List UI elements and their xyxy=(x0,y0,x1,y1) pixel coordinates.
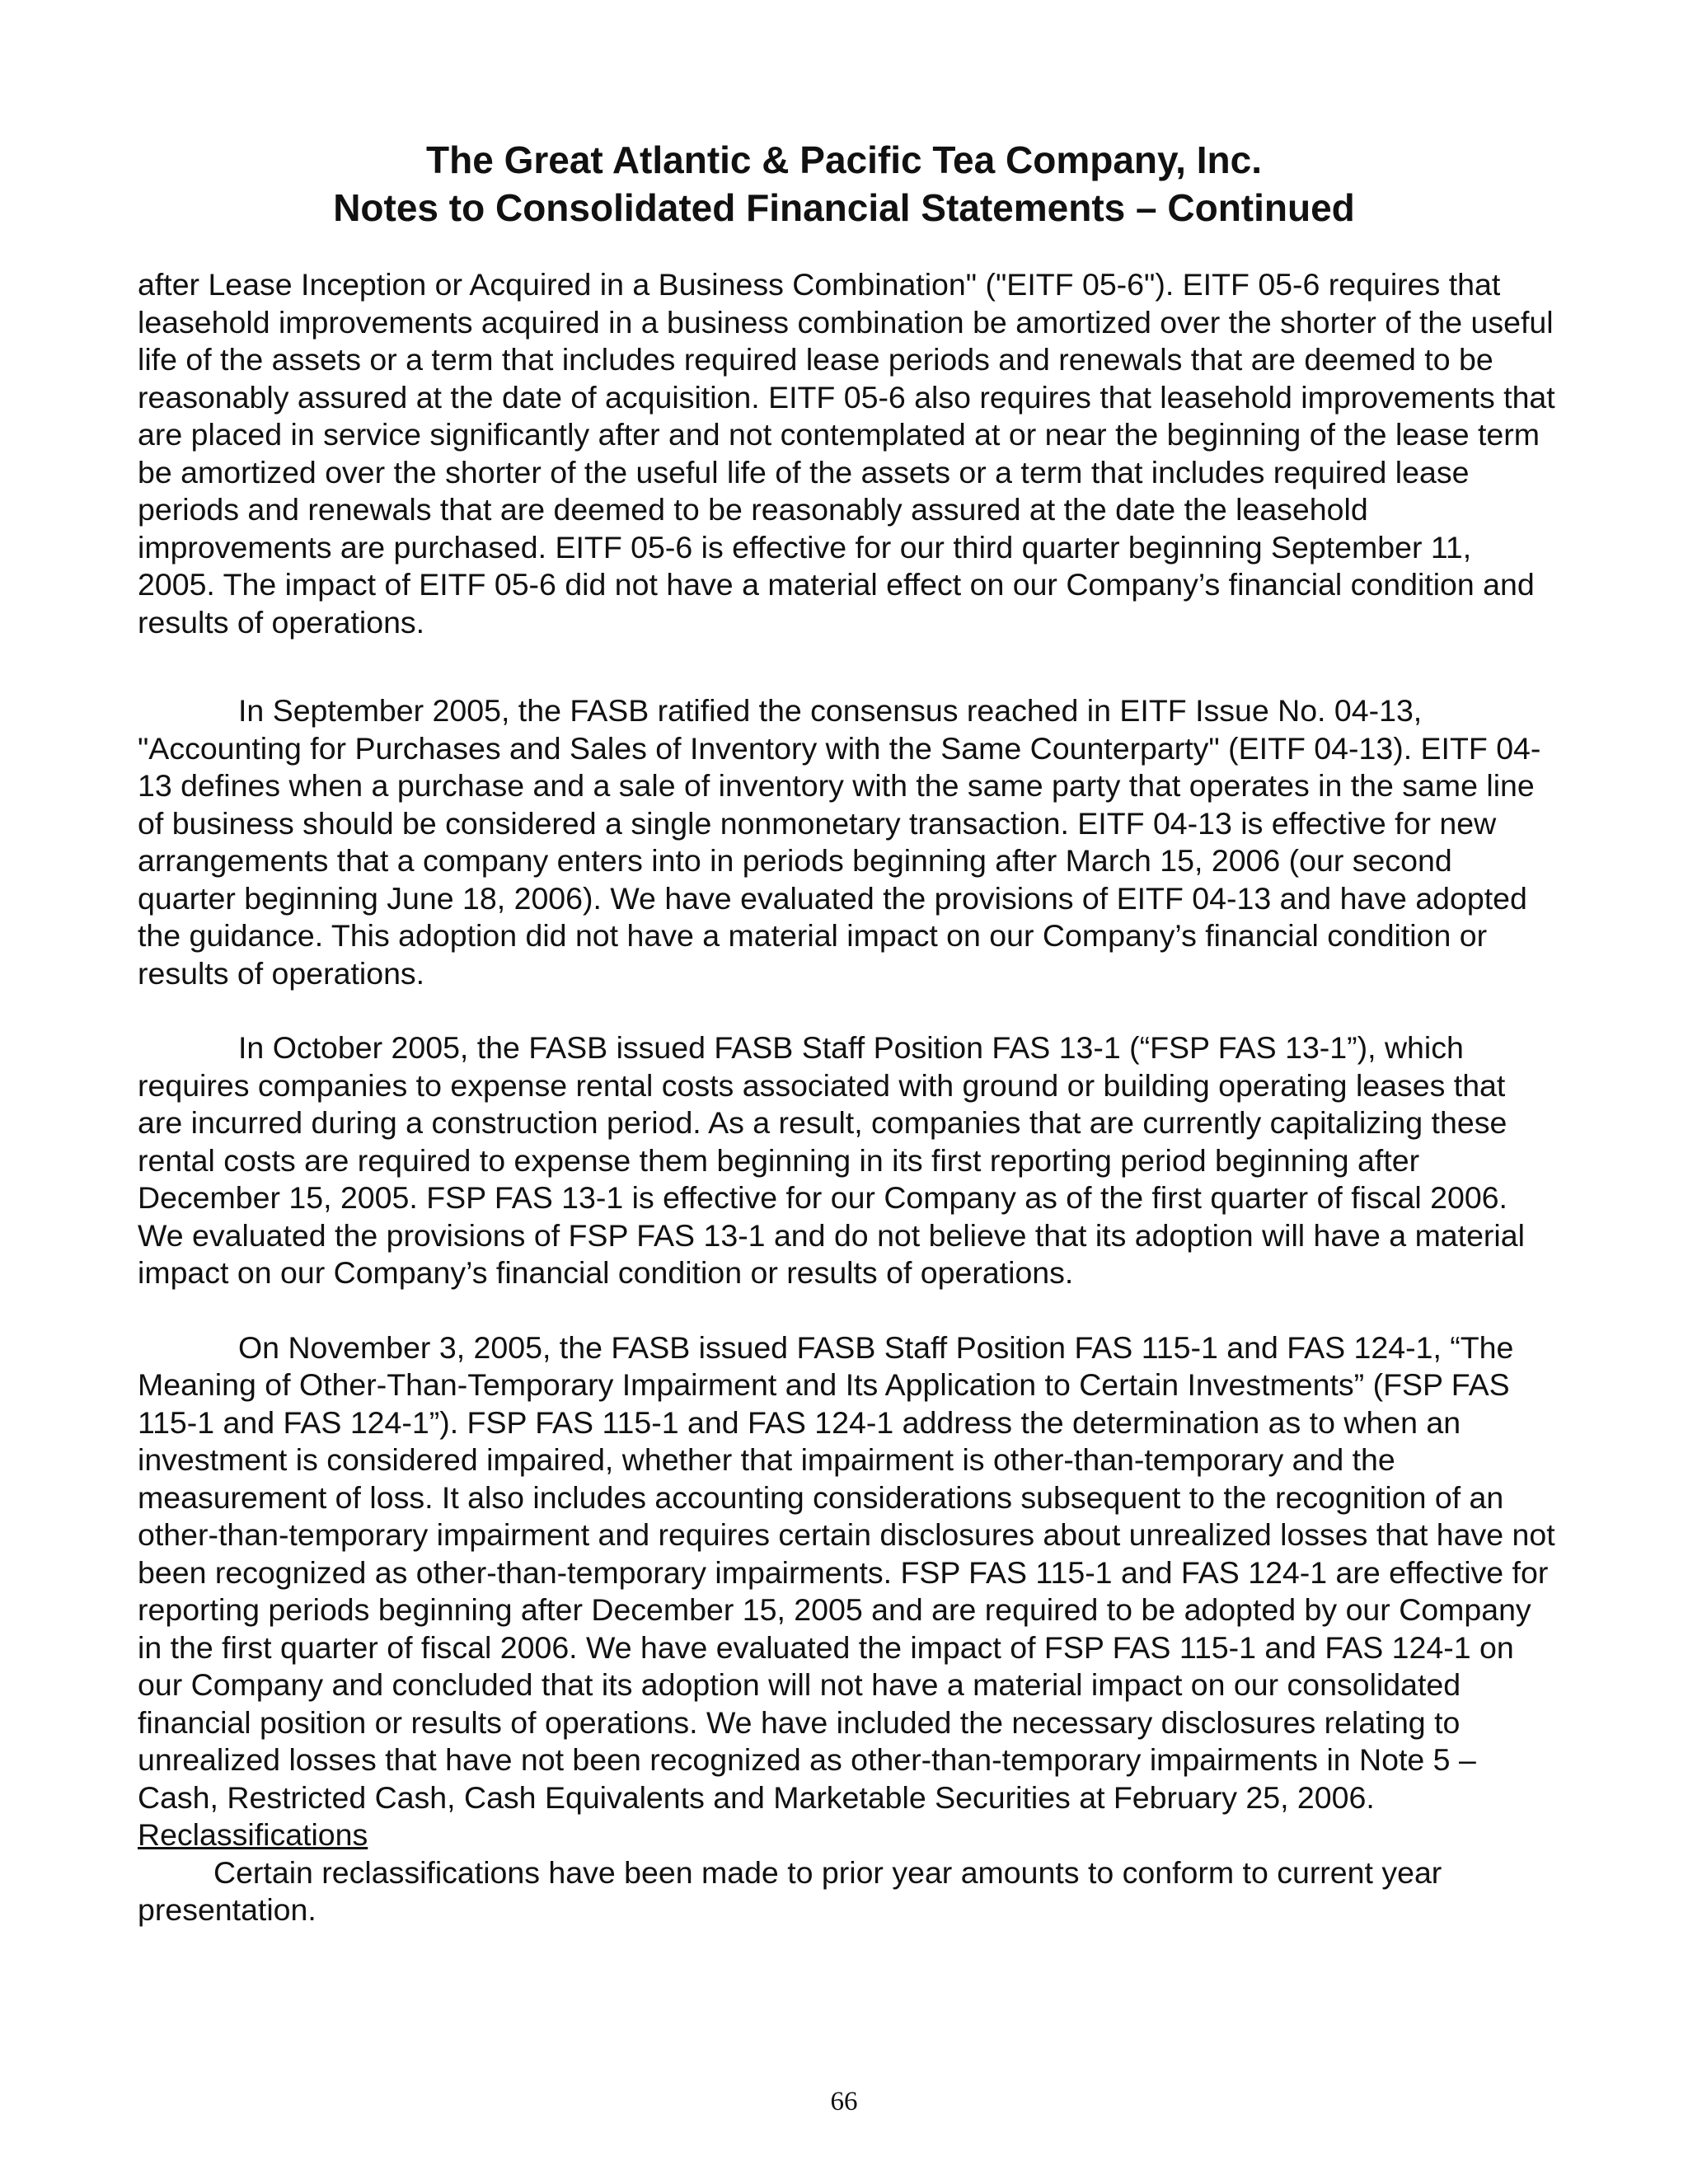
paragraph-eitf-05-6: after Lease Inception or Acquired in a Business Combination" ("EITF 05-6"). EITF 05-6 requires that leasehold improvements acquired in a business combination be amortized over the shorter of the useful life of the assets or a term that includes required lease periods and renewals that are deemed to be reasonably assured at the date of acquisition. EITF 05-6 also requires that leasehold improvements that are placed in service significantly after and not contemplated at or near the beginning of the lease term be amortized over the shorter of the useful life of the assets or a term that includes required lease periods and renewals that are deemed to be reasonably assured at the date the leasehold improvements are purchased. EITF 05-6 is effective for our third quarter beginning September 11, 2005. The impact of EITF 05-6 did not have a material effect on our Company’s financial condition and results of operations. xyxy=(138,267,1555,640)
section-title: Notes to Consolidated Financial Statements – Continued xyxy=(333,186,1355,229)
paragraph-fsp-fas-115-1: On November 3, 2005, the FASB issued FASB Staff Position FAS 115-1 and FAS 124-1, “The Meaning of Other-Than-Temporary Impairment and Its Application to Certain Investments” (FSP FAS 115-1 and FAS 124-1”). FSP FAS 115-1 and FAS 124-1 address the determination as to when an investment is considered impaired, whether that impairment is other-than-temporary and the measurement of loss. It also includes accounting considerations subsequent to the recognition of an other-than-temporary impairment and requires certain disclosures about unrealized losses that have not been recognized as other-than-temporary impairments. FSP FAS 115-1 and FAS 124-1 are effective for reporting periods beginning after December 15, 2005 and are required to be adopted by our Company in the first quarter of fiscal 2006. We have evaluated the impact of FSP FAS 115-1 and FAS 124-1 on our Company and concluded that its adoption will not have a material impact on our consolidated financial position or results of operations. We have included the necessary disclosures relating to unrealized losses that have not been recognized as other-than-temporary impairments in Note 5 – Cash, Restricted Cash, Cash Equivalents and Marketable Securities at February 25, 2006. xyxy=(138,1329,1555,1815)
document-body xyxy=(138,266,1557,1929)
paragraph-fsp-fas-13-1: In October 2005, the FASB issued FASB Staff Position FAS 13-1 (“FSP FAS 13-1”), which requires companies to expense rental costs associated with ground or building operating leases that are incurred during a construction period. As a result, companies that are currently capitalizing these rental costs are required to expense them beginning in its first reporting period beginning after December 15, 2005. FSP FAS 13-1 is effective for our Company as of the first quarter of fiscal 2006. We evaluated the provisions of FSP FAS 13-1 and do not believe that its adoption will have a material impact on our Company’s financial condition or results of operations. xyxy=(138,1030,1525,1290)
reclassifications-heading: Reclassifications xyxy=(138,1817,368,1852)
company-name: The Great Atlantic & Pacific Tea Company, Inc. xyxy=(426,138,1262,181)
page-number: 66 xyxy=(830,2087,858,2116)
page-header xyxy=(0,136,1688,232)
paragraph-eitf-04-13: In September 2005, the FASB ratified the consensus reached in EITF Issue No. 04-13, "Accounting for Purchases and Sales of Inventory with the Same Counterparty" (EITF 04-13). EITF 04-13 defines when a purchase and a sale of inventory with the same party that operates in the same line of business should be considered a single nonmonetary transaction. EITF 04-13 is effective for new arrangements that a company enters into in periods beginning after March 15, 2006 (our second quarter beginning June 18, 2006). We have evaluated the provisions of EITF 04-13 and have adopted the guidance. This adoption did not have a material impact on our Company’s financial condition or results of operations. xyxy=(138,693,1541,991)
reclassifications-paragraph: Certain reclassifications have been made to prior year amounts to conform to current year presentation. xyxy=(138,1854,1442,1927)
